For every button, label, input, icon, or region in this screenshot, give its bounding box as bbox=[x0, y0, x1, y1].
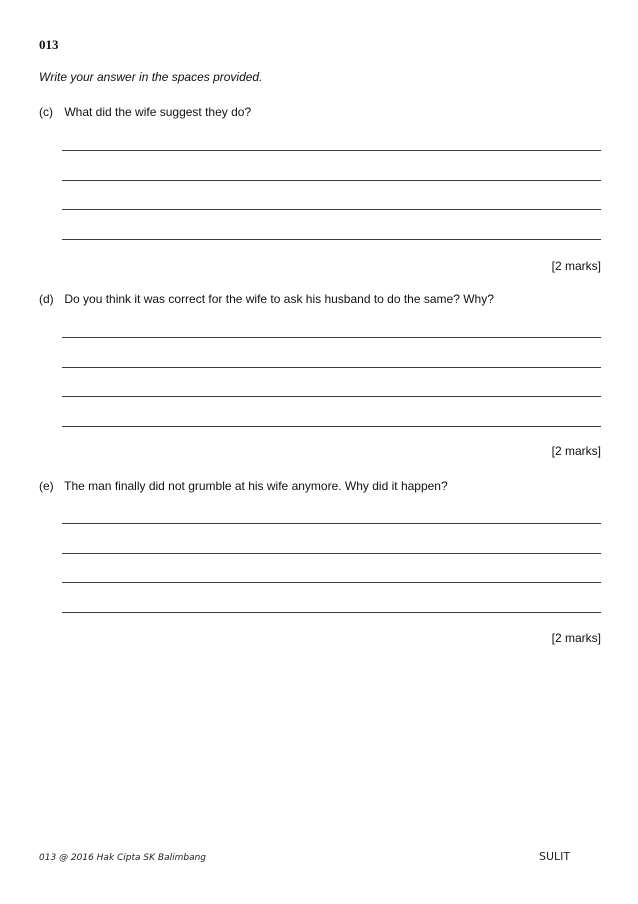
answer-line-e-1[interactable] bbox=[62, 523, 601, 524]
answer-line-e-2[interactable] bbox=[62, 553, 601, 554]
answer-line-d-4[interactable] bbox=[62, 426, 601, 427]
question-text: The man finally did not grumble at his wife anymore. Why did it happen? bbox=[64, 479, 448, 493]
question-label: (d) bbox=[39, 292, 54, 306]
answer-line-c-2[interactable] bbox=[62, 180, 601, 181]
question-label: (e) bbox=[39, 479, 54, 493]
footer-classification: SULIT bbox=[539, 850, 571, 863]
paper-code: 013 bbox=[39, 37, 59, 52]
question-label: (c) bbox=[39, 105, 53, 119]
answer-line-e-4[interactable] bbox=[62, 612, 601, 613]
question-text: What did the wife suggest they do? bbox=[64, 105, 252, 119]
answer-line-c-4[interactable] bbox=[62, 239, 601, 240]
instruction-text: Write your answer in the spaces provided. bbox=[39, 70, 263, 84]
question-d bbox=[39, 292, 494, 306]
answer-line-d-1[interactable] bbox=[62, 337, 601, 338]
answer-line-e-3[interactable] bbox=[62, 582, 601, 583]
answer-line-c-1[interactable] bbox=[62, 150, 601, 151]
marks-c: [2 marks] bbox=[551, 259, 601, 273]
question-text: Do you think it was correct for the wife to ask his husband to do the same? Why? bbox=[64, 292, 494, 306]
answer-line-c-3[interactable] bbox=[62, 209, 601, 210]
marks-d: [2 marks] bbox=[551, 444, 601, 458]
footer-copyright: 013 @ 2016 Hak Cipta SK Balimbang bbox=[39, 853, 207, 863]
question-c bbox=[39, 105, 251, 119]
question-e bbox=[39, 479, 448, 493]
answer-line-d-3[interactable] bbox=[62, 396, 601, 397]
answer-line-d-2[interactable] bbox=[62, 367, 601, 368]
marks-e: [2 marks] bbox=[551, 631, 601, 645]
